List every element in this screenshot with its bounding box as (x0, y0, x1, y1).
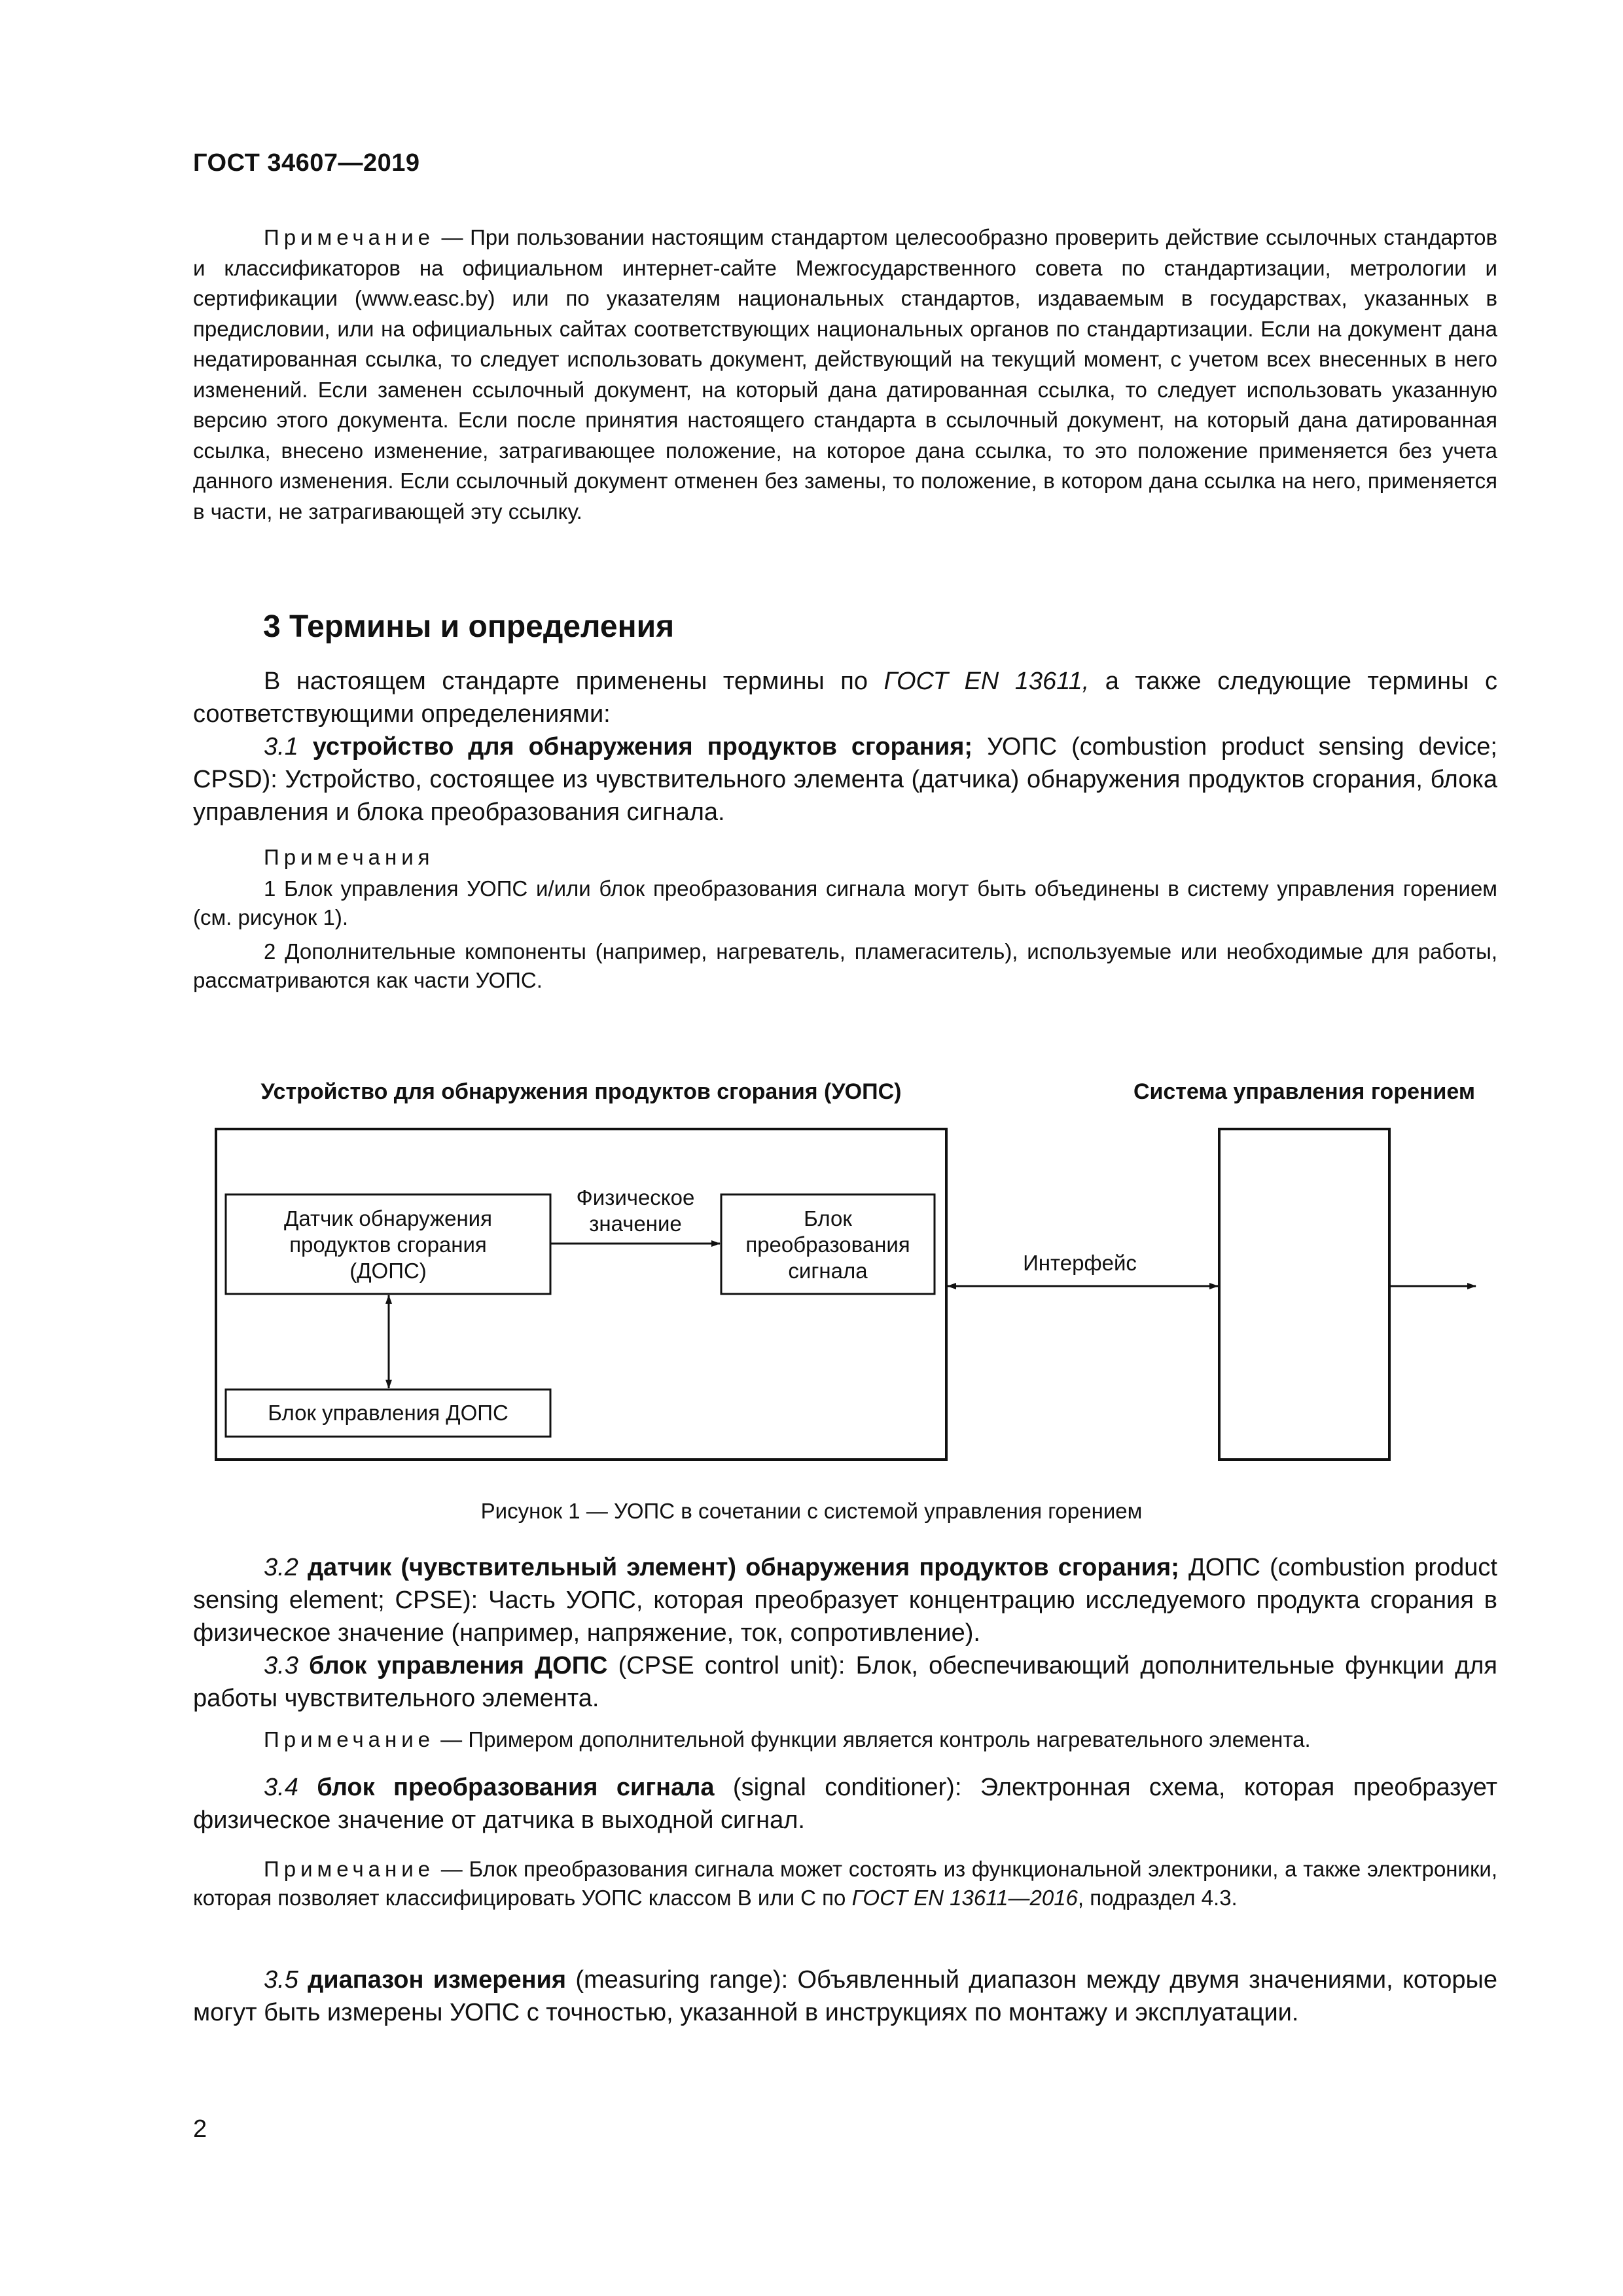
note-label: Примечание (264, 225, 435, 249)
note-text: — При пользовании настоящим стандартом целесообразно проверить действие ссылочных стандартов и классификаторов на официальном интернет-сайте Межгосударственного совета по стандартизации, метрологии и сертификации (www.easc.by) или по указателям национальных стандартов, издаваемым в государствах, указанных в предисловии, или на официальных сайтах соответствующих национальных органов по стандартизации. Если на документ дана недатированная ссылка, то следует использовать документ, действующий на текущий момент, с учетом всех внесенных в него изменений. Если заменен ссылочный документ, на который дана датированная ссылка, то следует использовать указанную версию этого документа. Если после принятия настоящего стандарта в ссылочный документ, на который дана датированная ссылка, внесено изменение, затрагивающее положение, на которое дана ссылка, то это положение применяется без учета данного изменения. Если ссылочный документ отменен без замены, то положение, в котором дана ссылка на него, применяется в части, не затрагивающей эту ссылку. (193, 225, 1497, 524)
section-title: 3 Термины и определения (263, 609, 675, 644)
converter-label: Блок преобразования сигнала (745, 1206, 910, 1283)
figure-caption: Рисунок 1 — УОПС в сочетании с системой управления горением (480, 1499, 1143, 1523)
term-3-4-title: блок преобразования сигнала (317, 1774, 715, 1801)
uops-title: Устройство для обнаружения продуктов сгорания (УОПС) (260, 1079, 902, 1104)
interface-label: Интерфейс (1023, 1251, 1137, 1275)
terms-3-2-3-3 (193, 1551, 1497, 1715)
term-3-4: 3.4 блок преобразования сигнала (signal conditioner): Электронная схема, которая преобразует физическое значение от датчика в выходной сигнал. (193, 1774, 1497, 1834)
section-intro: В настоящем стандарте применены термины по ГОСТ EN 13611, а также следующие термины с соответствующими определениями: 3.1 устройство для обнаружения продуктов сгорания; УОПС (combustion product sensing device; CPSD): Устройство, состоящее из чувствительного элемента (датчика) обнаружения продуктов сгорания, блока управления и блока преобразования сигнала. (193, 665, 1497, 829)
note-3-4: Примечание — Блок преобразования сигнала может состоять из функциональной электроники, а также электроники, которая позволяет классифицировать УОПС классом B или C по ГОСТ EN 13611—2016, подраздел 4.3. (193, 1857, 1497, 1910)
note-3-3: Примечание — Примером дополнительной функции является контроль нагревательного элемента. (264, 1727, 1311, 1751)
notes-label: Примечания (264, 845, 435, 869)
figure-1 (0, 1060, 1623, 1466)
term-3-2: 3.2 датчик (чувствительный элемент) обнаружения продуктов сгорания; ДОПС (combustion product sensing element; CPSE): Часть УОПС, которая преобразует концентрацию исследуемого продукта сгорания в физическое значение (например, напряжение, ток, сопротивление). (193, 1554, 1497, 1647)
term-3-3-title: блок управления ДОПС (308, 1652, 608, 1679)
document-header: ГОСТ 34607—2019 (193, 149, 420, 177)
notes-3-1 (193, 843, 1497, 995)
note-normative-refs (193, 223, 1497, 527)
term-3-2-title: датчик (чувствительный элемент) обнаружения продуктов сгорания; (307, 1554, 1179, 1581)
note-3-1-2: 2 Дополнительные компоненты (например, нагреватель, пламегаситель), используемые или необходимые для работы, рассматриваются как части УОПС. (193, 939, 1497, 992)
note-3-4-reference: ГОСТ EN 13611—2016 (851, 1886, 1078, 1910)
physical-value-label: Физическое значение (576, 1185, 695, 1236)
combustion-control-title: Система управления горением (1133, 1079, 1476, 1104)
term-3-5-title: диапазон измерения (308, 1966, 567, 1994)
sensor-label: Датчик обнаружения продуктов сгорания (ДОПС) (284, 1206, 492, 1283)
term-3-1: 3.1 устройство для обнаружения продуктов сгорания; УОПС (combustion product sensing device; CPSD): Устройство, состоящее из чувствительного элемента (датчика) обнаружения продуктов сгорания, блока управления и блока преобразования сигнала. (193, 733, 1497, 826)
intro-reference: ГОСТ EN 13611, (883, 668, 1090, 695)
term-3-3: 3.3 блок управления ДОПС (CPSE control unit): Блок, обеспечивающий дополнительные функции для работы чувствительного элемента. (193, 1652, 1498, 1712)
combustion-control-box (1219, 1129, 1389, 1460)
page-number: 2 (193, 2115, 207, 2143)
note-3-1-1: 1 Блок управления УОПС и/или блок преобразования сигнала могут быть объединены в систему управления горением (см. рисунок 1). (193, 876, 1497, 929)
term-3-5: 3.5 диапазон измерения (measuring range): Объявленный диапазон между двумя значениями, которые могут быть измерены УОПС с точностью, указанной в инструкциях по монтажу и эксплуатации. (193, 1966, 1497, 2026)
term-3-1-title: устройство для обнаружения продуктов сгорания; (312, 733, 973, 761)
control-unit-label: Блок управления ДОПС (268, 1401, 508, 1425)
